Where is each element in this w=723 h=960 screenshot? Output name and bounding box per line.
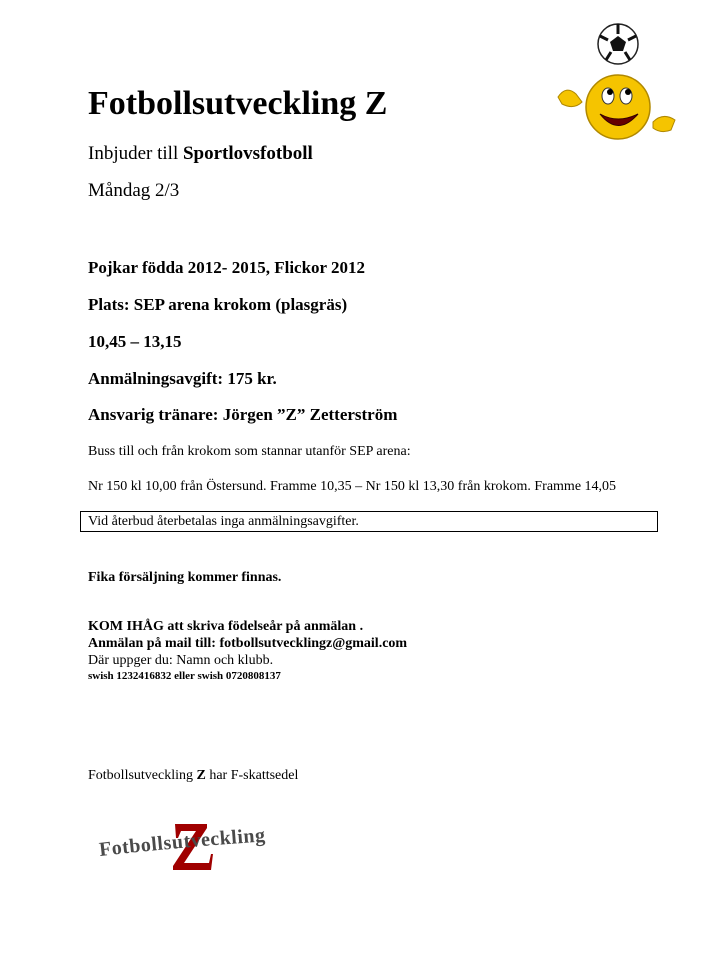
- soccer-ball-icon: [598, 24, 638, 64]
- signup-mail: Anmälan på mail till: fotbollsutvecklingz@gmail.com: [88, 636, 408, 651]
- smiley-juggling-icon: [548, 22, 688, 147]
- signup-reminder: KOM IHÅG att skriva födelseår på anmälan .: [88, 619, 364, 634]
- page-title: Fotbollsutveckling Z: [88, 85, 388, 122]
- refund-notice: Vid återbud återbetalas inga anmälningsavgifter.: [80, 511, 658, 532]
- company-logo: [95, 818, 295, 873]
- detail-coach: Ansvarig tränare: Jörgen ”Z” Zetterström: [88, 405, 398, 424]
- signup-block: [88, 618, 407, 684]
- tax-prefix: Fotbollsutveckling: [88, 768, 197, 783]
- tax-note: [88, 767, 298, 784]
- tax-suffix: har F-skattsedel: [205, 768, 299, 783]
- detail-time: 10,45 – 13,15: [88, 332, 182, 351]
- bus-schedule: Nr 150 kl 10,00 från Östersund. Framme 10,35 – Nr 150 kl 13,30 från krokom. Framme 14,05: [88, 479, 617, 494]
- invite-line: [88, 143, 313, 165]
- invite-prefix: Inbjuder till: [88, 143, 183, 164]
- fika-info: Fika försäljning kommer finnas.: [88, 570, 282, 585]
- invite-event: Sportlovsfotboll: [182, 143, 313, 164]
- detail-age: Pojkar födda 2012- 2015, Flickor 2012: [88, 258, 366, 277]
- signup-info: Där uppger du: Namn och klubb.: [88, 653, 274, 668]
- bus-intro: Buss till och från krokom som stannar utanför SEP arena:: [88, 444, 411, 459]
- swish-numbers: swish 1232416832 eller swish 0720808137: [88, 670, 281, 682]
- svg-text:Fotbollsutveckling: Fotbollsutveckling: [98, 824, 267, 861]
- detail-fee: Anmälningsavgift: 175 kr.: [88, 369, 277, 388]
- event-date: Måndag 2/3: [88, 180, 180, 201]
- tax-z: Z: [196, 768, 206, 783]
- detail-place: Plats: SEP arena krokom (plasgräs): [88, 295, 348, 314]
